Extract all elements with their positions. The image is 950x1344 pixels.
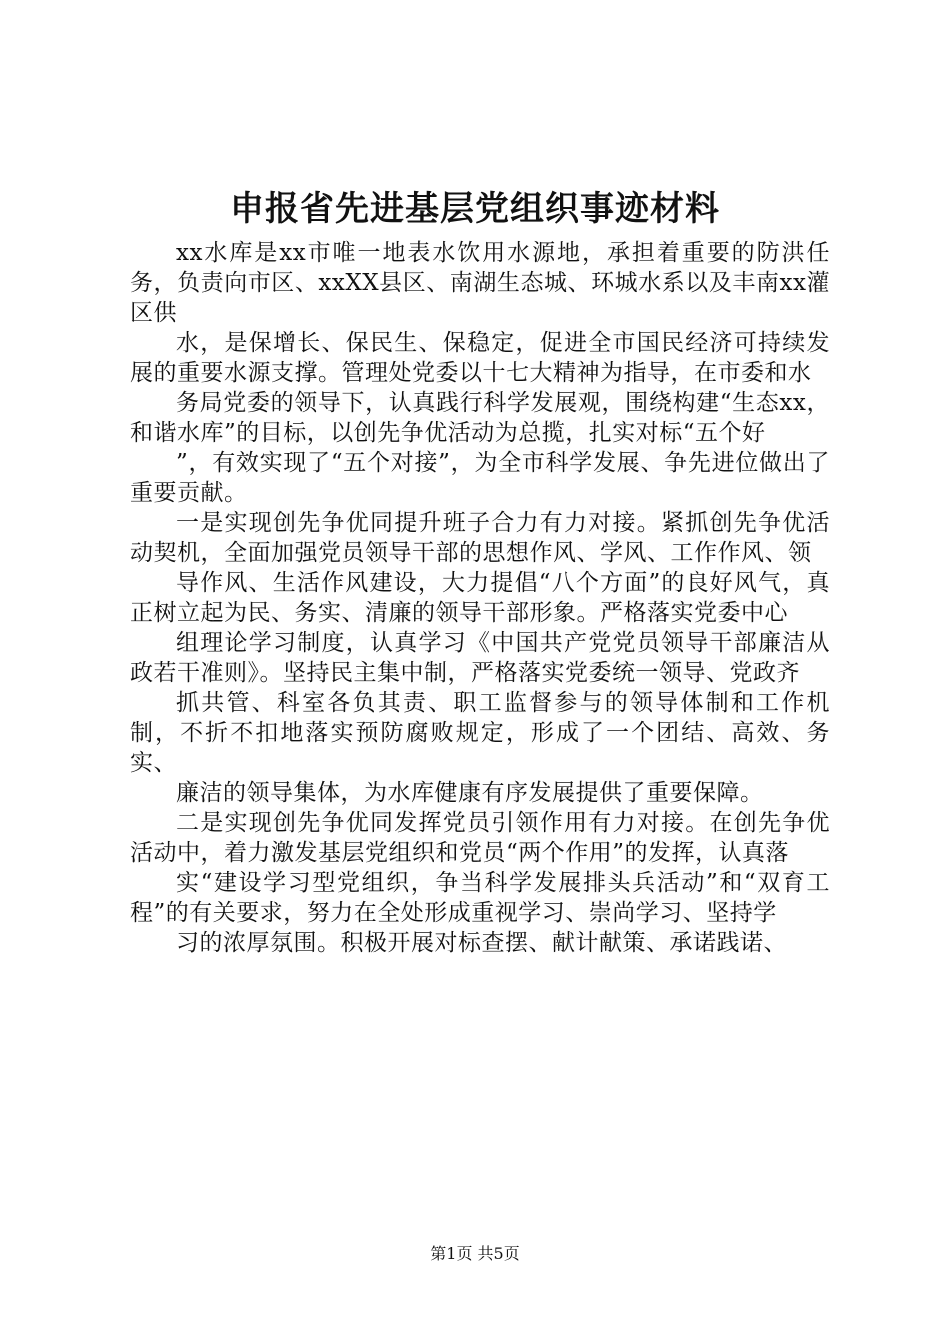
document-body bbox=[130, 238, 830, 958]
page-footer bbox=[0, 1243, 950, 1265]
paragraph: 抓共管、科室各负其责、职工监督参与的领导体制和工作机制，不折不扣地落实预防腐败规定，形成了一个团结、高效、务实、 bbox=[130, 690, 830, 776]
paragraph: 实“建设学习型党组织，争当科学发展排头兵活动”和“双育工程”的有关要求，努力在全处形成重视学习、崇尚学习、坚持学 bbox=[130, 870, 830, 926]
paragraph: ”，有效实现了“五个对接”，为全市科学发展、争先进位做出了重要贡献。 bbox=[130, 450, 830, 506]
paragraph: xx水库是xx市唯一地表水饮用水源地，承担着重要的防洪任务，负责向市区、xxXX县区、南湖生态城、环城水系以及丰南xx灌区供 bbox=[130, 240, 830, 326]
paragraph: 组理论学习制度，认真学习《中国共产党党员领导干部廉洁从政若干准则》。坚持民主集中制，严格落实党委统一领导、党政齐 bbox=[130, 630, 830, 686]
page-number: 第1页 共5页 bbox=[430, 1244, 520, 1263]
paragraph: 二是实现创先争优同发挥党员引领作用有力对接。在创先争优活动中，着力激发基层党组织和党员“两个作用”的发挥，认真落 bbox=[130, 810, 830, 866]
paragraph: 习的浓厚氛围。积极开展对标查摆、献计献策、承诺践诺、 bbox=[176, 930, 787, 956]
paragraph: 水，是保增长、保民生、保稳定，促进全市国民经济可持续发展的重要水源支撑。管理处党委以十七大精神为指导，在市委和水 bbox=[130, 330, 830, 386]
paragraph: 务局党委的领导下，认真践行科学发展观，围绕构建“生态xx，和谐水库”的目标，以创先争优活动为总揽，扎实对标“五个好 bbox=[130, 390, 830, 446]
document-title: 申报省先进基层党组织事迹材料 bbox=[230, 189, 720, 229]
paragraph: 一是实现创先争优同提升班子合力有力对接。紧抓创先争优活动契机，全面加强党员领导干部的思想作风、学风、工作作风、领 bbox=[130, 510, 830, 566]
paragraph: 导作风、生活作风建设，大力提倡“八个方面”的良好风气，真正树立起为民、务实、清廉的领导干部形象。严格落实党委中心 bbox=[130, 570, 830, 626]
paragraph: 廉洁的领导集体，为水库健康有序发展提供了重要保障。 bbox=[176, 780, 764, 806]
